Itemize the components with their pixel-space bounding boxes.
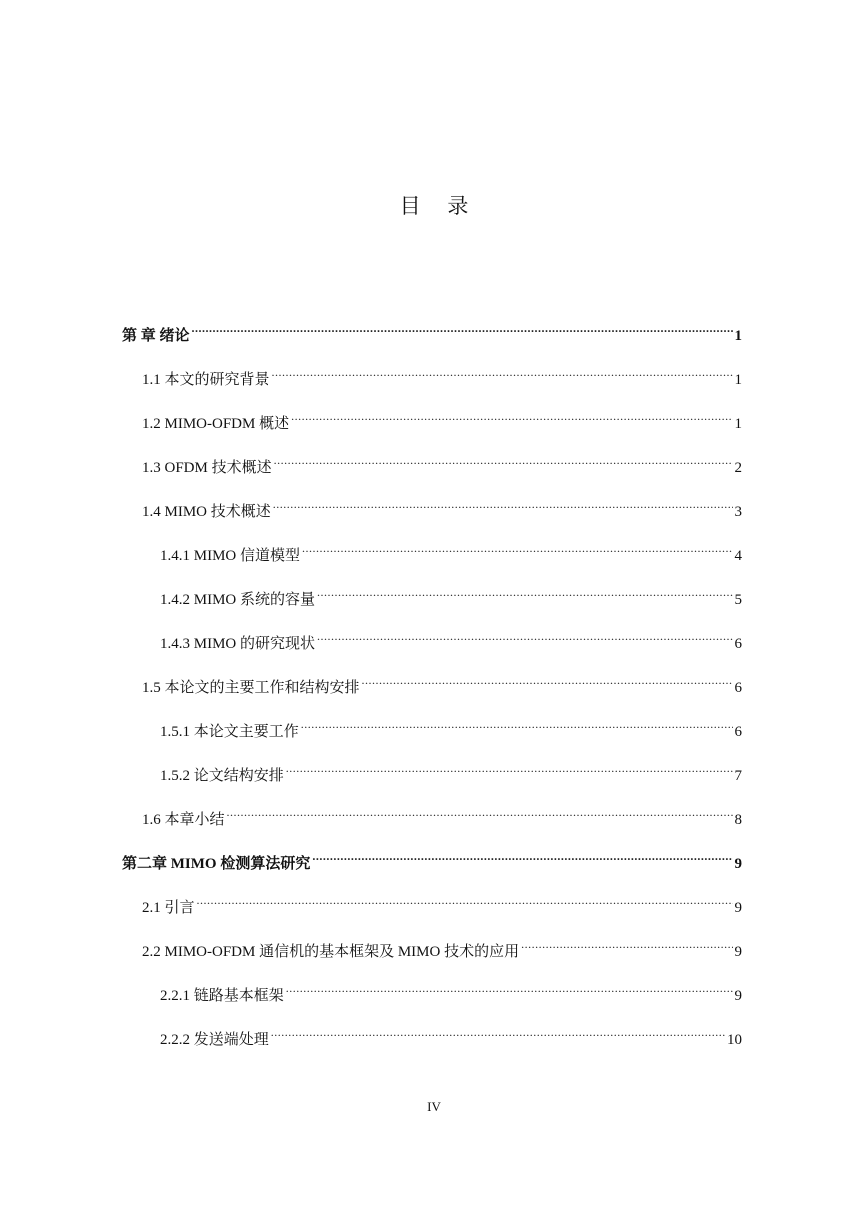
dot-leader [271,1018,725,1044]
dot-leader [272,358,733,384]
toc-entry-1-4-1[interactable] [160,534,742,564]
toc-entry-page: 10 [727,1032,742,1048]
toc-entry-page: 1 [734,416,742,432]
toc-entry-label: 1.5 本论文的主要工作和结构安排 [142,680,360,696]
dot-leader [317,622,732,648]
toc-entry-page: 1 [734,328,742,344]
toc-entry-label: 1.4.1 MIMO 信道模型 [160,548,301,564]
toc-entry-page: 6 [734,636,742,652]
toc-entry-chapter-2[interactable] [122,842,742,872]
toc-entry-page: 9 [734,988,742,1004]
toc-entry-page: 8 [734,812,742,828]
toc-entry-label: 1.1 本文的研究背景 [142,372,270,388]
dot-leader [192,314,733,340]
dot-leader [197,886,733,912]
toc-entry-page: 1 [734,372,742,388]
toc-entry-page: 9 [734,900,742,916]
toc-entry-1-4[interactable] [142,490,742,520]
toc-entry-label: 1.4.2 MIMO 系统的容量 [160,592,316,608]
toc-entry-label: 第二章 MIMO 检测算法研究 [122,856,311,872]
toc-entry-label: 1.5.1 本论文主要工作 [160,724,299,740]
toc-entry-label: 2.2.2 发送端处理 [160,1032,269,1048]
toc-entry-page: 7 [734,768,742,784]
toc-entry-label: 1.6 本章小结 [142,812,225,828]
dot-leader [273,490,733,516]
dot-leader [521,930,732,956]
toc-entry-1-4-3[interactable] [160,622,742,652]
toc-entry-page: 2 [734,460,742,476]
toc-entry-page: 6 [734,724,742,740]
toc-entry-label: 1.4.3 MIMO 的研究现状 [160,636,316,652]
dot-leader [362,666,733,692]
dot-leader [302,534,732,560]
toc-entry-page: 9 [734,944,742,960]
toc-entry-1-1[interactable] [142,358,742,388]
toc-entry-2-2-1[interactable] [160,974,742,1004]
toc-entry-label: 第 章 绪论 [122,328,190,344]
toc-entry-1-5-2[interactable] [160,754,742,784]
toc-entry-1-5-1[interactable] [160,710,742,740]
toc-entry-label: 1.4 MIMO 技术概述 [142,504,271,520]
page-number-footer: IV [427,1099,441,1114]
dot-leader [286,974,733,1000]
toc-entry-label: 1.2 MIMO-OFDM 概述 [142,416,290,432]
page-title: 目 录 [399,194,479,218]
toc-entry-label: 1.5.2 论文结构安排 [160,768,284,784]
toc-entry-2-1[interactable] [142,886,742,916]
toc-entry-1-5[interactable] [142,666,742,696]
toc-entry-page: 5 [734,592,742,608]
toc-entry-1-3[interactable] [142,446,742,476]
dot-leader [301,710,733,736]
toc-entry-label: 2.2.1 链路基本框架 [160,988,284,1004]
dot-leader [227,798,733,824]
toc-entry-page: 9 [734,856,742,872]
toc-entry-2-2-2[interactable] [160,1018,742,1048]
dot-leader [317,578,732,604]
toc-entry-chapter-1[interactable] [122,314,742,344]
dot-leader [286,754,733,780]
toc-entry-label: 2.2 MIMO-OFDM 通信机的基本框架及 MIMO 技术的应用 [142,944,520,960]
toc-entry-label: 2.1 引言 [142,900,195,916]
toc-entry-page: 6 [734,680,742,696]
toc-entry-label: 1.3 OFDM 技术概述 [142,460,272,476]
dot-leader [312,842,732,868]
dot-leader [274,446,733,472]
toc-entry-1-2[interactable] [142,402,742,432]
toc-entry-2-2[interactable] [142,930,742,960]
toc-entry-1-4-2[interactable] [160,578,742,608]
toc-entry-1-6[interactable] [142,798,742,828]
dot-leader [291,402,732,428]
toc-entry-page: 3 [734,504,742,520]
toc-entry-page: 4 [734,548,742,564]
